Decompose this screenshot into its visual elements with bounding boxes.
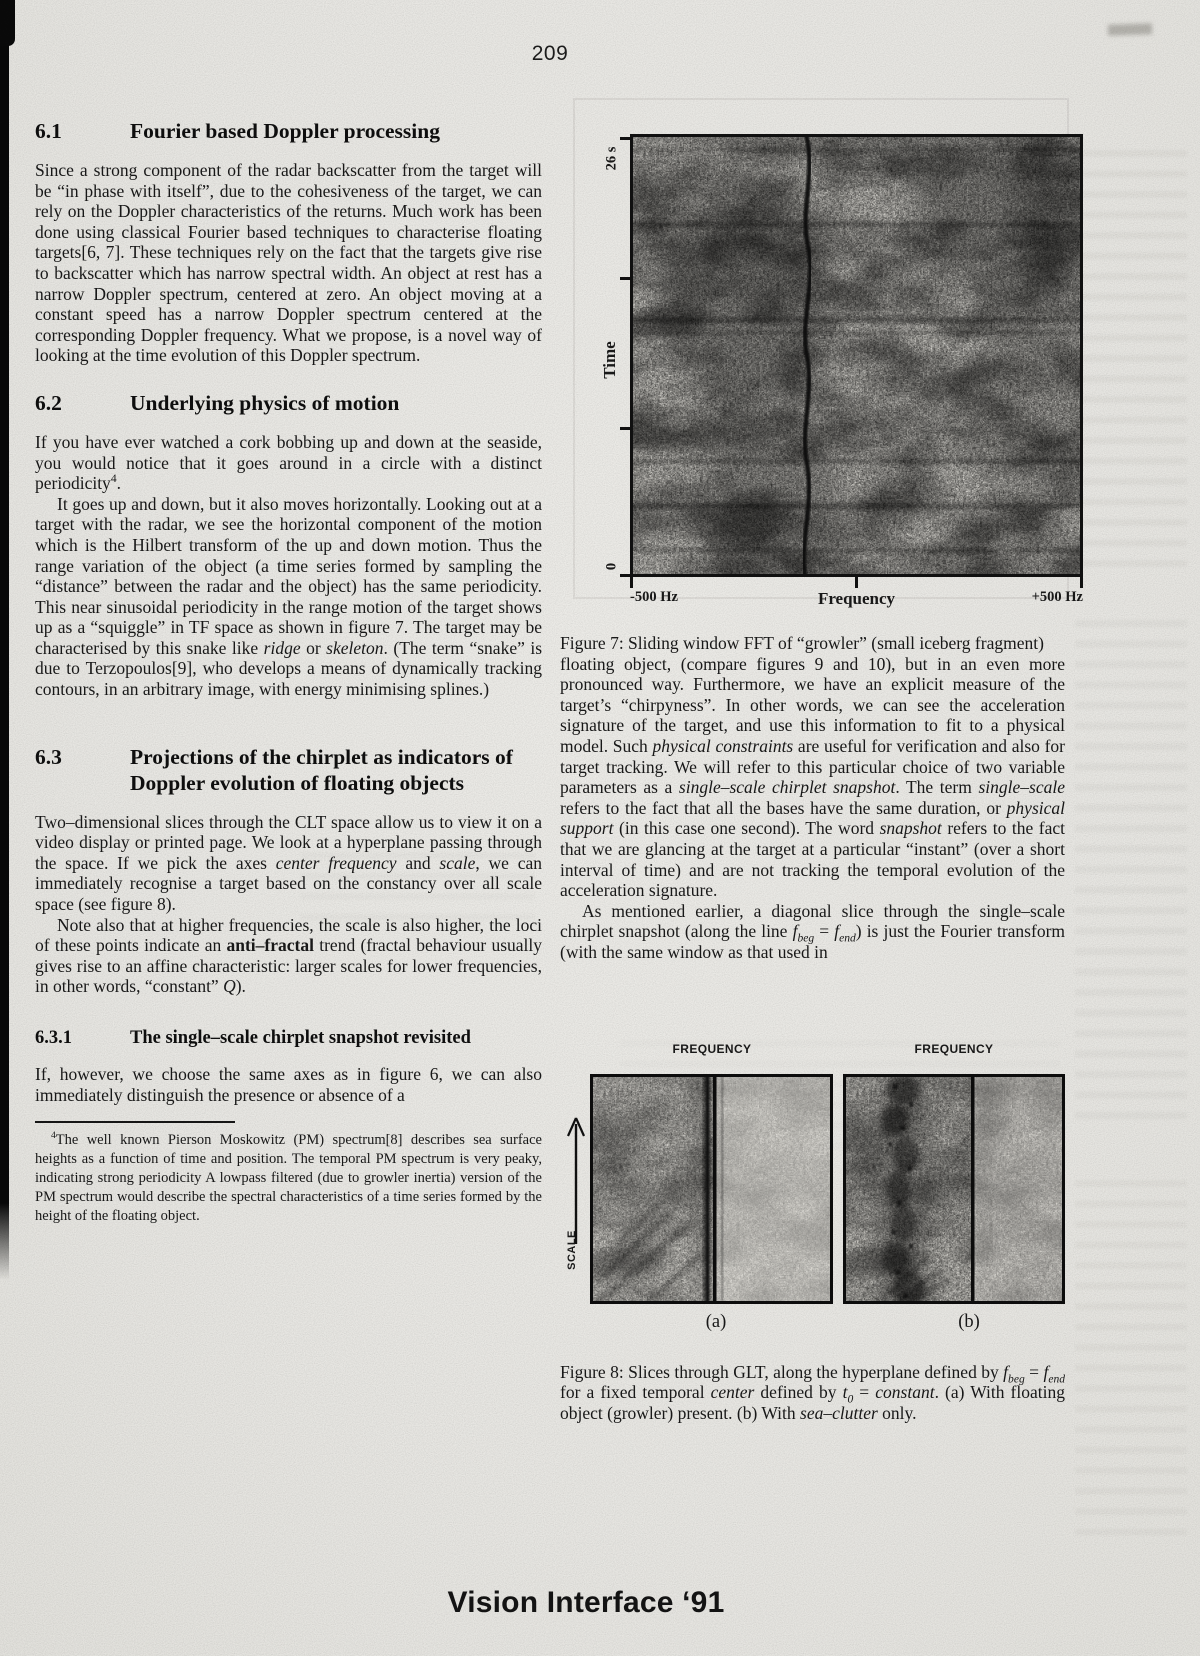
- scan-edge-strip: [0, 0, 9, 1280]
- fig7-x-axis-min-label: -500 Hz: [630, 589, 678, 605]
- section-title: The single–scale chirplet snapshot revisited: [130, 1028, 471, 1048]
- fig7-y-axis-label: Time: [600, 341, 619, 379]
- fig7-x-axis-labels: [630, 589, 1083, 609]
- fig7-x-axis-max-label: +500 Hz: [1031, 589, 1083, 605]
- paragraph: floating object, (compare figures 9 and 10), but in an even more pronounced way. Furthermore, we have an explicit measure of the target’s “chirpyness”. In other words, we can see the acceleration signature of the target, and use this information to fit to a physical model. Such physical constraints are useful for verification and also for target tracking. We will refer to this particular choice of two variable parameters as a single–scale chirplet snapshot. The term single–scale refers to the fact that all the bases have the same duration, or physical support (in this case one second). The word snapshot refers to the fact that we are glancing at the target at a particular “instant” (over a short interval of time) and are not tracking the temporal evolution of the acceleration signature.: [560, 653, 1065, 901]
- left-column: [35, 118, 542, 1226]
- fig7-y-tick: [620, 427, 630, 430]
- section-number: 6.3: [35, 744, 62, 769]
- section-title: Projections of the chirplet as indicators of Doppler evolution of floating objects: [130, 744, 513, 795]
- section-heading-6-1: [35, 118, 542, 144]
- figure-8: [560, 1042, 1065, 1424]
- section-title: Underlying physics of motion: [130, 390, 400, 415]
- paragraph: It goes up and down, but it also moves horizontally. Looking out at a target with the radar, we see the horizontal component of the motion which is the Hilbert transform of the up and down motion. Thus the range variation of the object (a time series formed by sampling the “distance” between the radar and the object) has the same periodicity. This near sinusoidal periodicity in the range motion of the target shows up as a “squiggle” in TF space as shown in figure 7. The target may be characterised by this snake like ridge or skeleton. (The term “snake” is due to Terzopoulos[9], who develops a means of dynamically tracking contours, in an arbitrary image, with energy minimising splines.): [35, 493, 543, 700]
- fig8-axis-labels: [560, 1042, 1065, 1058]
- fig8-panels: [560, 1074, 1065, 1304]
- fig8-panel-a-image: [590, 1074, 833, 1304]
- subsection-heading-6-3-1: [35, 1027, 542, 1050]
- fig7-spectrogram-image: [630, 134, 1083, 577]
- paragraph: As mentioned earlier, a diagonal slice through the single–scale chirplet snapshot (along the line $f_{beg} = f_{end}$) is just the Fourier transform (with the same window as that used in: [560, 900, 1066, 962]
- fig7-caption: Figure 7: Sliding window FFT of “growler” (small iceberg fragment): [560, 633, 1044, 653]
- fig7-x-tick: [855, 577, 858, 588]
- fig7-y-tick: [620, 277, 630, 280]
- figure-7: [560, 134, 1083, 654]
- fig7-x-tick: [630, 577, 633, 588]
- bleedthrough-smudge: [1075, 1180, 1187, 1540]
- section-heading-6-2: [35, 390, 542, 416]
- section-number: 6.3.1: [35, 1028, 72, 1048]
- fig8-scale-axis-label: SCALE: [566, 1229, 578, 1270]
- fig7-x-axis-label: Frequency: [817, 589, 896, 608]
- fig8-panel-labels: [560, 1312, 1065, 1338]
- scan-smudge: [1108, 23, 1152, 36]
- fig7-y-tick: [620, 574, 630, 577]
- paragraph: Since a strong component of the radar backscatter from the target will be “in phase with itself”, due to the cohesiveness of the target, we can rely on the Doppler characteristics of the returns. Much work has been done using classical Fourier based techniques to characterise floating targets[6, 7]. These techniques rely on the fact that the targets give rise to backscatter which has narrow spectral width. An object at rest has a narrow Doppler spectrum, centered at zero. An object moving at a constant speed has a narrow Doppler spectrum centered at the corresponding Doppler frequency. What we propose, is a novel way of looking at the time evolution of this Doppler spectrum.: [35, 160, 542, 366]
- footnote-text: $^4$The well known Pierson Moskowitz (PM) spectrum[8] describes sea surface heights as a function of time and position. The temporal PM spectrum is very peaky, indicating strong periodicity A lowpass filtered (due to growler inertia) version of the PM spectrum would describe the spectral characteristics of a time series formed by the height of the floating object.: [35, 1130, 542, 1225]
- fig8-panel-b-label: (b): [958, 1311, 980, 1332]
- paragraph: Note also that at higher frequencies, the scale is also higher, the loci of these points indicate an anti–fractal trend (fractal behaviour usually gives rise to an affine characteristic: larger scales for lower frequencies, in other words, “constant” Q).: [35, 914, 542, 997]
- fig8-panel-a-label: (a): [705, 1311, 727, 1332]
- paragraph: If, however, we choose the same axes as in figure 6, we can also immediately distinguish the presence or absence of a: [35, 1064, 542, 1105]
- paragraph: Two–dimensional slices through the CLT space allow us to view it on a video display or printed page. We look at a hyperplane passing through the space. If we pick the axes center frequency and scale, we can immediately recognise a target based on the constancy over all scale space (see figure 8).: [35, 811, 542, 915]
- footnote: [35, 1121, 542, 1226]
- bleedthrough-smudge: [1075, 620, 1187, 1120]
- section-number: 6.2: [35, 390, 62, 415]
- footnote-marker: 4: [51, 1130, 56, 1142]
- bleedthrough-smudge: [1075, 150, 1187, 570]
- page-number: 209: [531, 42, 569, 65]
- proceedings-footer: Vision Interface ‘91: [447, 1586, 725, 1619]
- section-number: 6.1: [35, 119, 62, 143]
- section-heading-6-3: [35, 744, 542, 796]
- fig7-y-axis-top-label: 26 s: [603, 146, 620, 171]
- fig7-y-axis-origin-label: 0: [603, 562, 620, 571]
- fig7-y-tick: [620, 137, 630, 140]
- fig7-x-tick: [1080, 577, 1083, 588]
- fig8-frequency-axis-label-b: FREQUENCY: [914, 1041, 994, 1056]
- fig7-plot-area: [600, 134, 1083, 577]
- section-title: Fourier based Doppler processing: [130, 119, 440, 143]
- right-column: [560, 0, 1083, 1423]
- footnote-rule: [35, 1121, 235, 1123]
- fig8-panel-b-image: [843, 1074, 1065, 1304]
- scan-corner-blob: [0, 0, 15, 46]
- fig8-caption: Figure 8: Slices through GLT, along the hyperplane defined by $f_{beg} = f_{end}$ for a fixed temporal center defined by $t_0$ = constant. (a) With floating object (growler) present. (b) With sea–clutter only.: [560, 1361, 1065, 1423]
- fig8-frequency-axis-label-a: FREQUENCY: [672, 1041, 752, 1056]
- paragraph: If you have ever watched a cork bobbing up and down at the seaside, you would notice that it goes around in a circle with a distinct periodicity$^4$.: [35, 431, 542, 494]
